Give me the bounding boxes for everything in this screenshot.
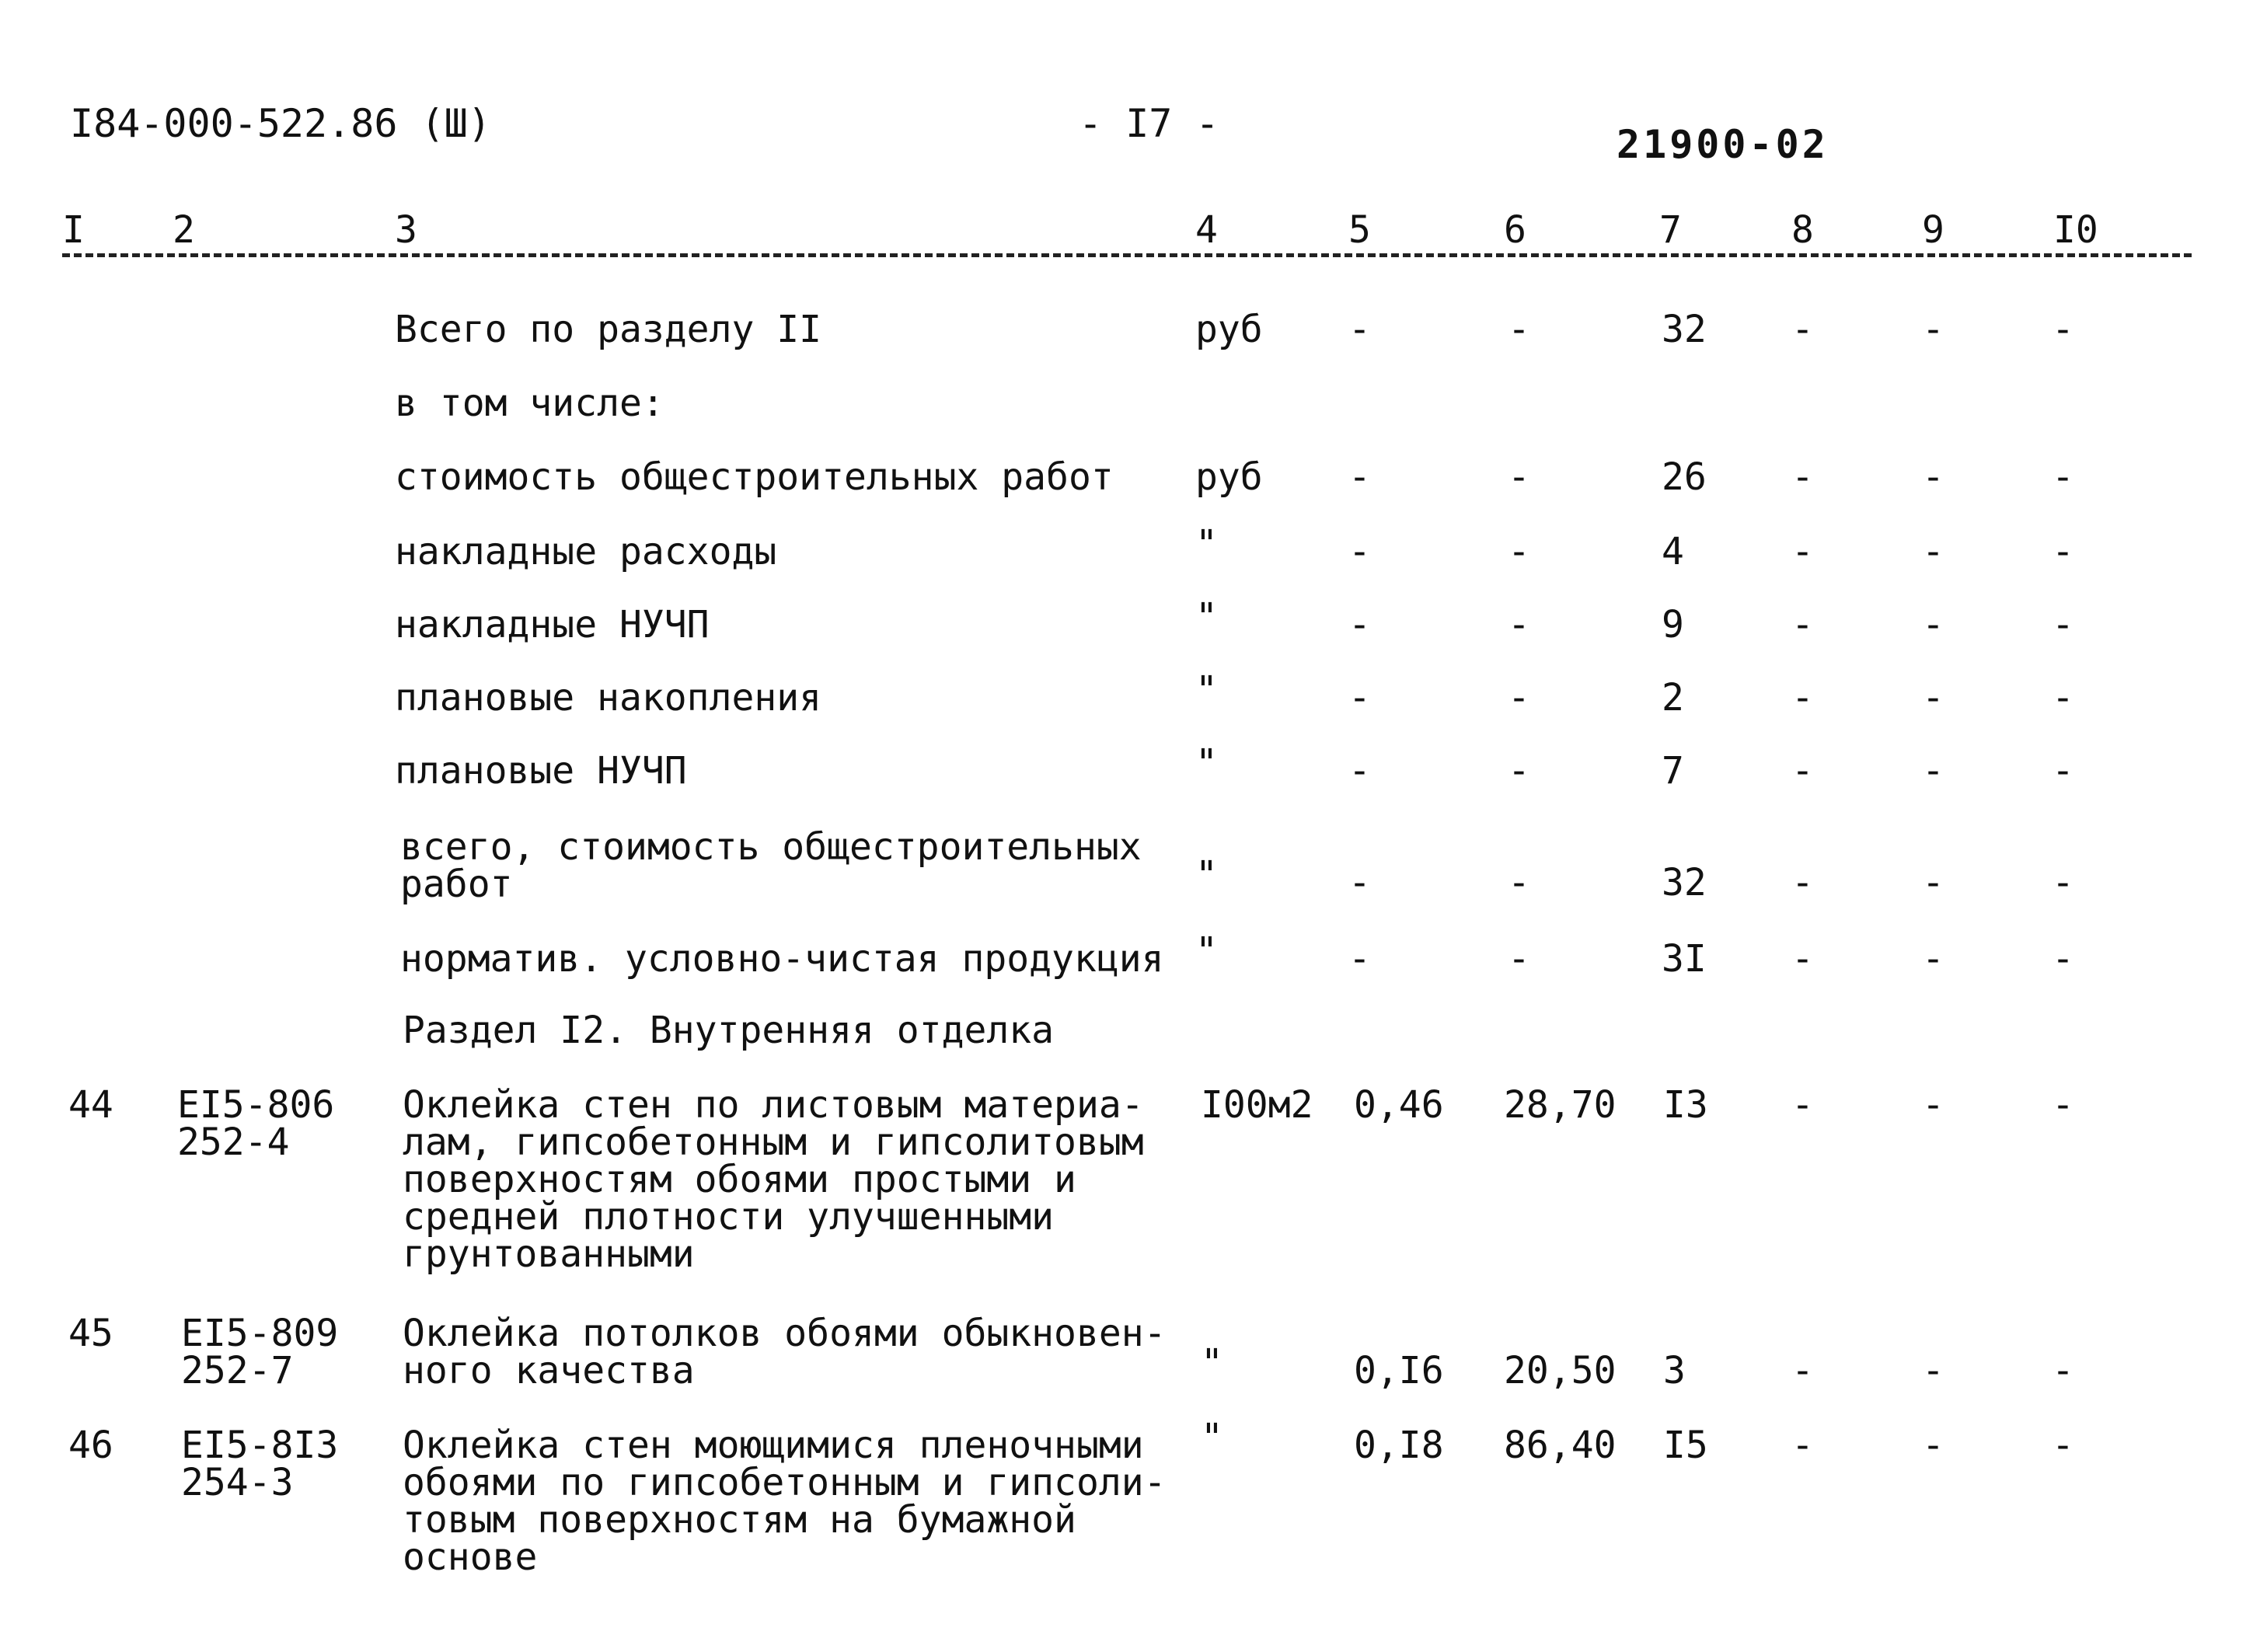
item-col5: 0,I8: [1354, 1424, 1444, 1467]
row-col7: 32: [1662, 308, 1707, 351]
row-col6: -: [1508, 676, 1530, 720]
item-col5: 0,46: [1354, 1083, 1444, 1127]
column-header-4: 4: [1195, 208, 1218, 252]
row-col8: -: [1791, 603, 1814, 647]
item-number: 46: [68, 1424, 113, 1467]
row-label: Всего по разделу II: [395, 308, 822, 351]
row-unit: ": [1195, 668, 1218, 712]
item-col10: -: [2052, 1083, 2074, 1127]
item-col7: 3: [1663, 1349, 1686, 1392]
row-col5: -: [1348, 676, 1371, 720]
row-col10: -: [2052, 603, 2074, 647]
column-header-6: 6: [1504, 208, 1526, 252]
row-col8: -: [1791, 455, 1814, 499]
row-col6: -: [1508, 308, 1530, 351]
item-number: 45: [68, 1312, 113, 1355]
item-col7: I5: [1663, 1424, 1708, 1467]
row-col10: -: [2052, 937, 2074, 981]
item-code: EI5-809 252-7: [181, 1312, 339, 1392]
row-col7: 7: [1662, 749, 1684, 793]
column-header-8: 8: [1791, 208, 1814, 252]
item-col5: 0,I6: [1354, 1349, 1444, 1392]
item-unit: I00м2: [1201, 1083, 1313, 1127]
item-col8: -: [1791, 1349, 1814, 1392]
header-rule: [62, 253, 2192, 257]
item-col8: -: [1791, 1083, 1814, 1127]
item-description: Оклейка стен моющимися пленочными обоями по гипсобетонным и гипсоли- товым поверхностям на бумажной основе: [403, 1424, 1167, 1579]
item-unit: ": [1201, 1341, 1223, 1385]
row-col8: -: [1791, 749, 1814, 793]
row-label: накладные НУЧП: [395, 603, 710, 647]
section-title: Раздел I2. Внутренняя отделка: [403, 1009, 1055, 1052]
row-unit: ": [1195, 522, 1218, 566]
row-label: плановые НУЧП: [395, 749, 687, 793]
item-unit: ": [1201, 1416, 1223, 1459]
item-col6: 86,40: [1504, 1424, 1617, 1467]
row-col9: -: [1922, 676, 1944, 720]
row-col6: -: [1508, 455, 1530, 499]
column-header-5: 5: [1348, 208, 1371, 252]
row-col10: -: [2052, 676, 2074, 720]
column-header-3: 3: [395, 208, 417, 252]
document-code: 21900-02: [1617, 122, 1829, 167]
row-label: плановые накопления: [395, 676, 822, 720]
row-col5: -: [1348, 861, 1371, 904]
row-col8: -: [1791, 530, 1814, 573]
row-col7: 4: [1662, 530, 1684, 573]
page-number: - I7 -: [1079, 101, 1219, 146]
row-label: стоимость общестроительных работ: [395, 455, 1114, 499]
row-col7: 26: [1662, 455, 1707, 499]
column-header-1: I: [62, 208, 85, 252]
row-col9: -: [1922, 861, 1944, 904]
row-col7: 3I: [1662, 937, 1707, 981]
row-col5: -: [1348, 603, 1371, 647]
row-col10: -: [2052, 308, 2074, 351]
row-unit: ": [1195, 929, 1218, 973]
item-description: Оклейка стен по листовым материа- лам, гипсобетонным и гипсолитовым поверхностям обоями простыми и средней плотности улучшенными грунтованными: [403, 1083, 1144, 1276]
row-col6: -: [1508, 937, 1530, 981]
row-col10: -: [2052, 861, 2074, 904]
item-number: 44: [68, 1083, 113, 1127]
row-unit: руб: [1195, 308, 1263, 351]
row-col5: -: [1348, 749, 1371, 793]
row-col5: -: [1348, 308, 1371, 351]
item-col6: 20,50: [1504, 1349, 1617, 1392]
row-label: всего, стоимость общестроительных работ: [400, 825, 1142, 906]
row-col9: -: [1922, 749, 1944, 793]
row-col8: -: [1791, 861, 1814, 904]
row-col9: -: [1922, 937, 1944, 981]
row-col6: -: [1508, 749, 1530, 793]
row-col5: -: [1348, 455, 1371, 499]
row-col10: -: [2052, 455, 2074, 499]
row-col8: -: [1791, 937, 1814, 981]
item-description: Оклейка потолков обоями обыкновен- ного качества: [403, 1312, 1167, 1392]
row-unit: ": [1195, 853, 1218, 897]
row-col8: -: [1791, 676, 1814, 720]
item-col10: -: [2052, 1349, 2074, 1392]
row-col9: -: [1922, 530, 1944, 573]
item-code: EI5-806 252-4: [177, 1083, 335, 1164]
document-number: I84-000-522.86 (Ш): [70, 101, 491, 146]
row-col6: -: [1508, 861, 1530, 904]
item-col9: -: [1922, 1424, 1944, 1467]
row-col5: -: [1348, 937, 1371, 981]
row-label: в том числе:: [395, 382, 664, 425]
row-col8: -: [1791, 308, 1814, 351]
row-col6: -: [1508, 530, 1530, 573]
row-label: норматив. условно-чистая продукция: [400, 937, 1164, 981]
item-col7: I3: [1663, 1083, 1708, 1127]
row-unit: ": [1195, 595, 1218, 639]
item-code: EI5-8I3 254-3: [181, 1424, 339, 1504]
row-label: накладные расходы: [395, 530, 777, 573]
item-col9: -: [1922, 1083, 1944, 1127]
row-col5: -: [1348, 530, 1371, 573]
row-unit: руб: [1195, 455, 1263, 499]
row-col7: 32: [1662, 861, 1707, 904]
row-col9: -: [1922, 455, 1944, 499]
column-header-7: 7: [1659, 208, 1682, 252]
column-header-9: 9: [1922, 208, 1944, 252]
row-col9: -: [1922, 308, 1944, 351]
column-header-10: I0: [2053, 208, 2098, 252]
row-col6: -: [1508, 603, 1530, 647]
row-col7: 9: [1662, 603, 1684, 647]
column-header-2: 2: [173, 208, 195, 252]
row-unit: ": [1195, 741, 1218, 785]
row-col10: -: [2052, 749, 2074, 793]
item-col9: -: [1922, 1349, 1944, 1392]
row-col9: -: [1922, 603, 1944, 647]
row-col10: -: [2052, 530, 2074, 573]
row-col7: 2: [1662, 676, 1684, 720]
item-col6: 28,70: [1504, 1083, 1617, 1127]
item-col8: -: [1791, 1424, 1814, 1467]
item-col10: -: [2052, 1424, 2074, 1467]
